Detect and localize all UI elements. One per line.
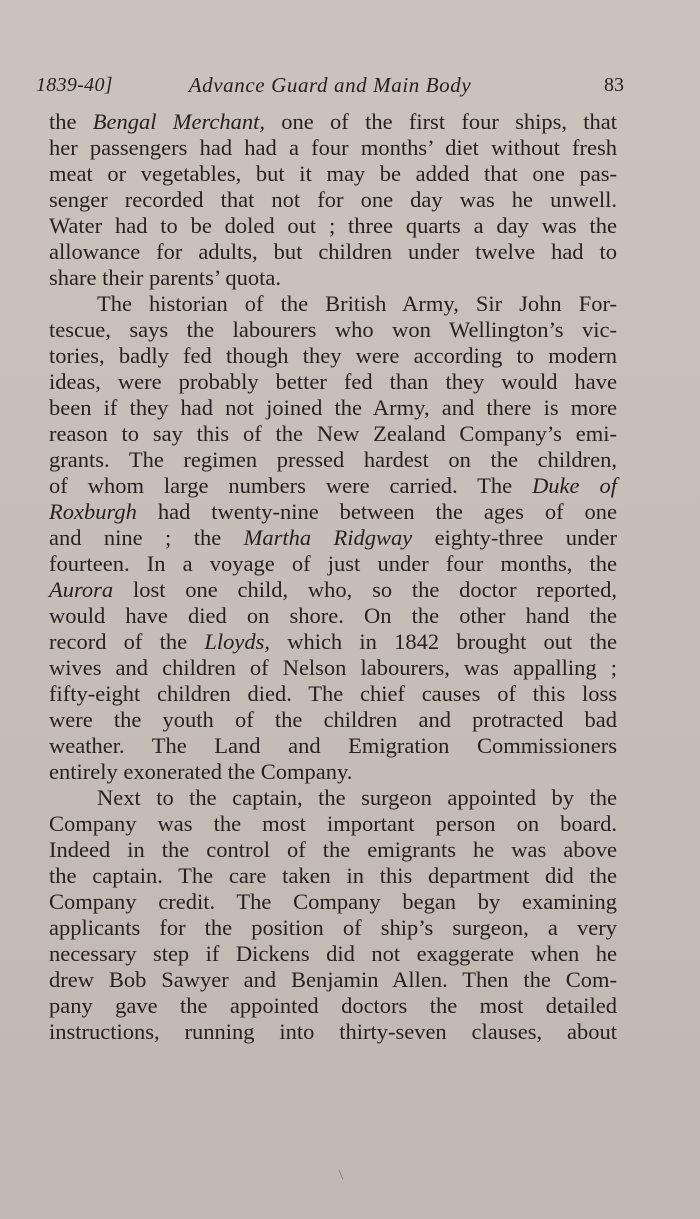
text-line: would have died on shore. On the other hand the: [49, 603, 617, 628]
text-line: senger recorded that not for one day was he unwell.: [49, 187, 617, 212]
text-line: Company credit. The Company began by examining: [49, 889, 617, 914]
text-line: Aurora lost one child, who, so the doctor reported,: [49, 577, 617, 602]
text-line: the Bengal Merchant, one of the first four ships, that: [49, 109, 617, 134]
text-line: her passengers had had a four months’ diet without fresh: [49, 135, 617, 160]
text-line: ideas, were probably better fed than they would have: [49, 369, 617, 394]
text-line: Water had to be doled out ; three quarts a day was the: [49, 213, 617, 238]
text-line: applicants for the position of ship’s surgeon, a very: [49, 915, 617, 940]
page-number: 83: [604, 74, 624, 96]
text-line: drew Bob Sawyer and Benjamin Allen. Then the Com-: [49, 967, 617, 992]
text-line: pany gave the appointed doctors the most detailed: [49, 993, 617, 1018]
date-range: 1839-40]: [36, 74, 113, 96]
text-line: weather. The Land and Emigration Commissioners: [49, 733, 617, 758]
text-line: wives and children of Nelson labourers, was appalling ;: [49, 655, 617, 680]
text-line: entirely exonerated the Company.: [49, 759, 353, 784]
text-line: Indeed in the control of the emigrants he was above: [49, 837, 617, 862]
text-line: been if they had not joined the Army, and there is more: [49, 395, 617, 420]
text-line: tories, badly fed though they were according to modern: [49, 343, 617, 368]
text-line: meat or vegetables, but it may be added that one pas-: [49, 161, 617, 186]
text-line: allowance for adults, but children under twelve had to: [49, 239, 617, 264]
pencil-mark: /: [335, 1168, 348, 1183]
text-line: record of the Lloyds, which in 1842 brought out the: [49, 629, 617, 654]
running-head: [36, 70, 624, 100]
text-line: Next to the captain, the surgeon appointed by the: [97, 785, 617, 810]
text-line: instructions, running into thirty-seven clauses, about: [49, 1019, 617, 1044]
text-line: of whom large numbers were carried. The Duke of: [49, 473, 617, 498]
text-line: Company was the most important person on board.: [49, 811, 617, 836]
text-line: Roxburgh had twenty-nine between the ages of one: [49, 499, 617, 524]
text-line: and nine ; the Martha Ridgway eighty-three under: [49, 525, 617, 550]
text-line: grants. The regimen pressed hardest on the children,: [49, 447, 617, 472]
text-line: the captain. The care taken in this department did the: [49, 863, 617, 888]
text-line: reason to say this of the New Zealand Company’s emi-: [49, 421, 617, 446]
text-line: share their parents’ quota.: [49, 265, 281, 290]
text-line: fourteen. In a voyage of just under four months, the: [49, 551, 617, 576]
running-title: Advance Guard and Main Body: [188, 73, 472, 97]
text-line: The historian of the British Army, Sir John For-: [97, 291, 617, 316]
text-line: necessary step if Dickens did not exaggerate when he: [49, 941, 617, 966]
text-line: were the youth of the children and protracted bad: [49, 707, 617, 732]
body-text: [49, 109, 617, 1045]
text-line: fifty-eight children died. The chief causes of this loss: [49, 681, 617, 706]
text-line: tescue, says the labourers who won Wellington’s vic-: [49, 317, 617, 342]
